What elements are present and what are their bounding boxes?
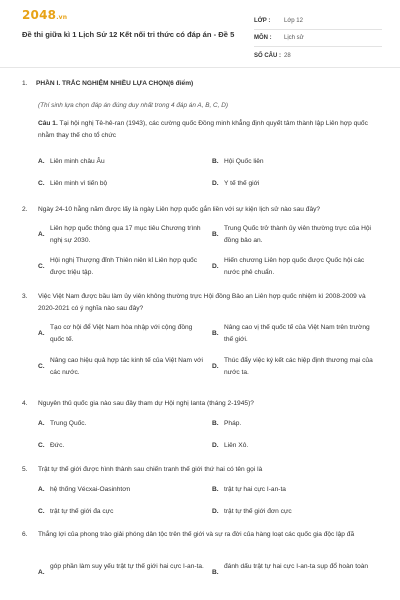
option-text: trật tự hai cực I-an-ta: [224, 486, 286, 493]
option-text: Hội nghị Thượng đỉnh Thiên niên kỉ Liên hợp quốc được triệu tập.: [50, 257, 197, 276]
option-text: Pháp.: [224, 420, 242, 427]
meta-row-question-count: [254, 47, 382, 64]
option-text: Nâng cao hiệu quả hợp tác kinh tế của Việt Nam với các nước.: [50, 357, 203, 376]
document-meta: [254, 13, 382, 64]
option-text: Trung Quốc trở thành ủy viên thường trực của Hội đồng bảo an.: [224, 225, 371, 244]
meta-value: Lịch sử: [284, 35, 304, 41]
option-letter: D.: [212, 180, 219, 187]
option-text: góp phần làm suy yếu trật tự thế giới hai cực I-an-ta.: [50, 563, 204, 570]
option-text: Liên minh châu Âu: [50, 158, 105, 165]
option-text: hệ thống Vécxai-Oasinhtơn: [50, 486, 131, 493]
option-text: Hội Quốc liên: [224, 158, 264, 165]
meta-value: Lớp 12: [284, 18, 303, 24]
header-divider: [0, 67, 400, 68]
meta-value: 28: [284, 52, 291, 59]
meta-row-subject: [254, 30, 382, 47]
section-heading: [22, 80, 193, 87]
question-5: [22, 464, 382, 476]
question-2: [22, 204, 382, 216]
site-logo[interactable]: [22, 8, 67, 22]
question-number: 2.: [22, 206, 28, 213]
logo-suffix-text: .vn: [56, 14, 68, 21]
option-text: Hiến chương Liên hợp quốc được Quốc hội các nước phê chuẩn.: [224, 257, 365, 276]
option-text: Trung Quốc.: [50, 420, 87, 427]
option-text: Đức.: [50, 442, 65, 449]
question-text: Nguyên thủ quốc gia nào sau đây tham dự Hội nghị Ianta (tháng 2-1945)?: [38, 400, 254, 407]
logo-main-text: 2048: [22, 8, 57, 22]
option-text: đánh dấu trật tự hai cực I-an-ta sụp đổ hoàn toàn: [224, 563, 369, 570]
option-letter: A.: [38, 420, 45, 427]
question-label: Câu 1.: [38, 120, 58, 127]
section-number: 1.: [22, 80, 28, 87]
option-letter: A.: [38, 330, 45, 337]
option-letter: C.: [38, 363, 45, 370]
question-number: 6.: [22, 531, 28, 538]
question-text: Ngày 24-10 hằng năm được lấy là ngày Liên hợp quốc gắn liền với sự kiện lịch sử nào sau đây?: [38, 206, 321, 213]
option-text: Liên Xô.: [224, 442, 249, 449]
option-text: Liên hợp quốc thông qua 17 mục tiêu Chương trình nghị sự 2030.: [50, 225, 201, 244]
option-letter: B.: [212, 330, 219, 337]
question-6: [22, 529, 382, 541]
meta-key: LỚP :: [254, 18, 271, 24]
option-letter: B.: [212, 158, 219, 165]
section-title: PHẦN I. TRẮC NGHIỆM NHIỀU LỰA CHỌN(6 điểm): [36, 80, 194, 87]
question-number: 4.: [22, 400, 28, 407]
option-text: Y tế thế giới: [224, 180, 260, 187]
option-text: Liên minh vì tiến bộ: [50, 180, 108, 187]
option-letter: B.: [212, 569, 219, 576]
option-letter: C.: [38, 508, 45, 515]
question-text: Trật tự thế giới được hình thành sau chiến tranh thế giới thứ hai có tên gọi là: [38, 466, 263, 473]
section-instruction: (Thí sinh lựa chọn đáp án đúng duy nhất trong 4 đáp án A, B, C, D): [38, 102, 228, 109]
document-header: [0, 0, 400, 64]
option-text: trật tự thế giới đơn cực: [224, 508, 292, 515]
question-number: 3.: [22, 293, 28, 300]
option-letter: B.: [212, 420, 219, 427]
option-letter: C.: [38, 442, 45, 449]
option-letter: D.: [212, 442, 219, 449]
option-text: trật tự thế giới đa cực: [50, 508, 114, 515]
option-letter: A.: [38, 569, 45, 576]
meta-key: MÔN :: [254, 35, 272, 41]
question-1: [22, 118, 382, 141]
question-text: Việc Việt Nam được bầu làm ủy viên không thường trực Hội đồng Bảo an Liên hợp quốc nhiệm kì 2008-2009 và 2020-2021 có ý nghĩa nào sau đây?: [38, 293, 366, 312]
question-number: 5.: [22, 466, 28, 473]
option-letter: C.: [38, 180, 45, 187]
option-letter: A.: [38, 158, 45, 165]
option-letter: B.: [212, 486, 219, 493]
option-text: Nâng cao vị thế quốc tế của Việt Nam trên trường thế giới.: [224, 324, 370, 343]
option-letter: A.: [38, 231, 45, 238]
option-letter: D.: [212, 363, 219, 370]
meta-row-class: [254, 13, 382, 30]
question-body: Tại hội nghị Tê-hê-ran (1943), các cường quốc Đồng minh khẳng định quyết tâm thành lập Liên hợp quốc nhằm thay thế cho tổ chức: [38, 120, 368, 139]
question-text: [38, 118, 382, 141]
question-text: Thắng lợi của phong trào giải phóng dân tộc trên thế giới và sự ra đời của hàng loạt các quốc gia độc lập đã: [38, 531, 355, 538]
option-letter: A.: [38, 486, 45, 493]
option-letter: D.: [212, 263, 219, 270]
option-letter: D.: [212, 508, 219, 515]
question-4: [22, 398, 382, 410]
document-title: Đề thi giữa kì 1 Lịch Sử 12 Kết nối tri thức có đáp án - Đề 5: [22, 30, 235, 39]
option-text: Thúc đẩy việc ký kết các hiệp định thương mại của nước ta.: [224, 357, 373, 376]
option-letter: B.: [212, 231, 219, 238]
meta-key: SỐ CÂU :: [254, 52, 281, 59]
option-text: Tạo cơ hội để Việt Nam hòa nhập với cộng đồng quốc tế.: [50, 324, 193, 343]
option-letter: C.: [38, 263, 45, 270]
question-3: [22, 291, 382, 314]
